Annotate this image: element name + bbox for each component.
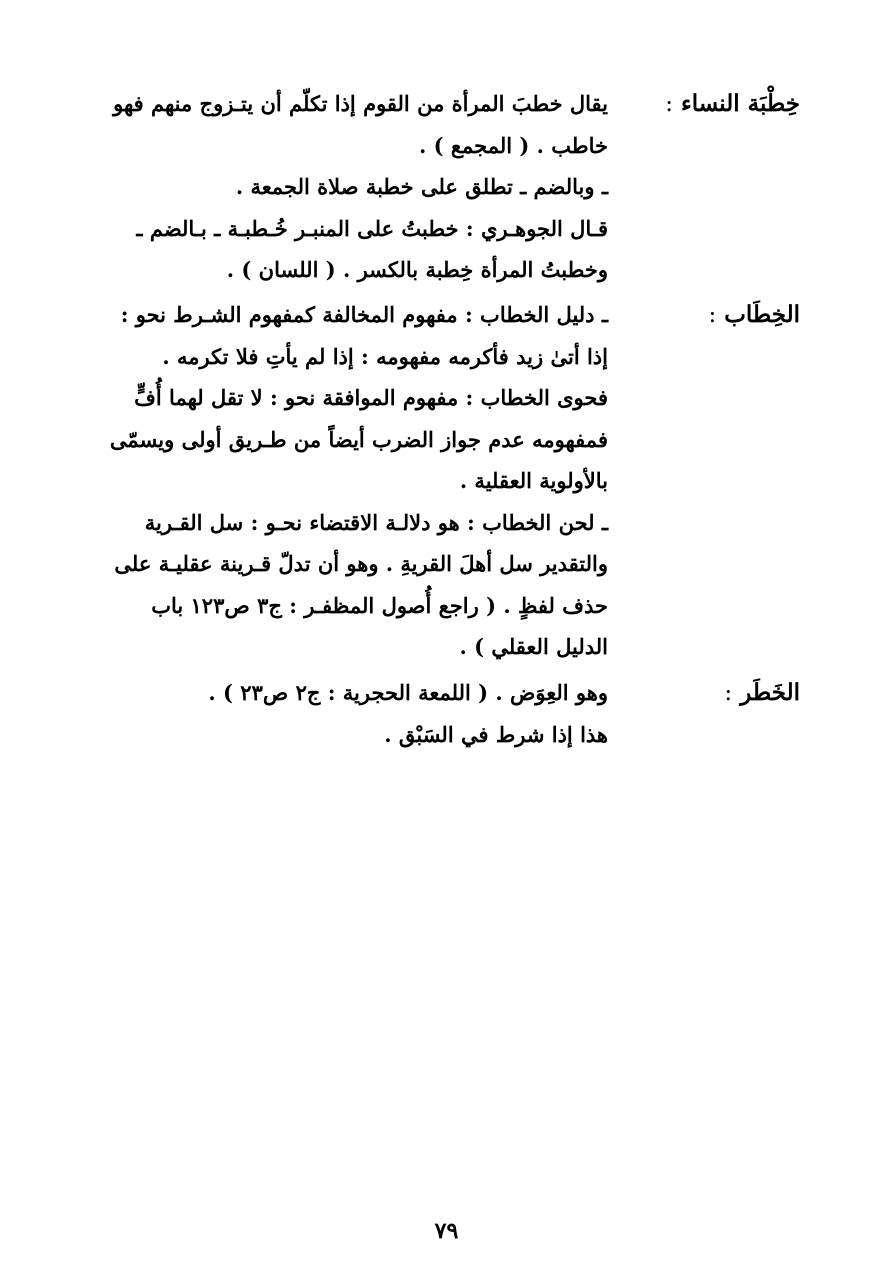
definition-line: وهو العِوَض . ( اللمعة الحجرية : ج٢ ص٢٣ ) . [208,680,608,705]
definition-line: حذف لفظٍ . ( راجع أُصول المظفـر : ج٣ ص١٢٣ باب [151,592,608,618]
term-colon: : [724,680,733,706]
definition-line: فمفهومه عدم جواز الضرب أيضاً من طـريق أولى ويسمّى [109,426,608,452]
entry-term [690,294,800,336]
term-text: خِطْبَة النساء [680,90,800,117]
entry-term [665,83,800,125]
definition-line: وخطبتُ المرأة خِطبة بالكسر . ( اللسان ) . [226,257,608,282]
definition-line: فحوى الخطاب : مفهوم الموافقة نحو : لا تقل لهما أُفٍّ [134,385,608,410]
entry-definition [93,83,608,291]
definition-line: الدليل العقلي ) . [459,634,608,659]
definition-line: ـ لحن الخطاب : هو دلالـة الاقتضاء نحـو : سل القـرية [144,509,608,535]
entry-definition [93,294,608,668]
definition-line: ـ وبالضم ـ تطلق على خطبة صلاة الجمعة . [235,174,608,199]
definition-line: يقال خطبَ المرأة من القوم إذا تكلّم أن يتـزوج منهم فهو [113,91,608,116]
definition-line: ـ دليل الخطاب : مفهوم المخالفة كمفهوم الشـرط نحو : [120,302,608,327]
definition-line: بالأولوية العقلية . [459,468,608,493]
definition-line: إذا أتىٰ زيد فأكرمه مفهومه : إذا لم يأتِ فلا تكرمه . [162,343,608,369]
entry-definition [93,672,608,755]
term-text: الخِطَاب [724,301,800,328]
page-number: ٧٩ [434,1218,459,1244]
term-text: الخَطَر [740,679,800,706]
definition-line: هذا إذا شرط في السَبْق . [384,721,608,747]
term-colon: : [708,302,717,328]
definition-line: خاطب . ( المجمع ) . [418,132,608,158]
entry-term [690,672,800,714]
definition-line: والتقدير سل أهلَ القريةِ . وهو أن تدلّ قـرينة عقليـة على [114,551,608,576]
term-colon: : [665,91,673,117]
definition-line: قـال الجوهـري : خطبتُ على المنبـر خُـطبـة ـ بـالضم ـ [136,215,608,241]
